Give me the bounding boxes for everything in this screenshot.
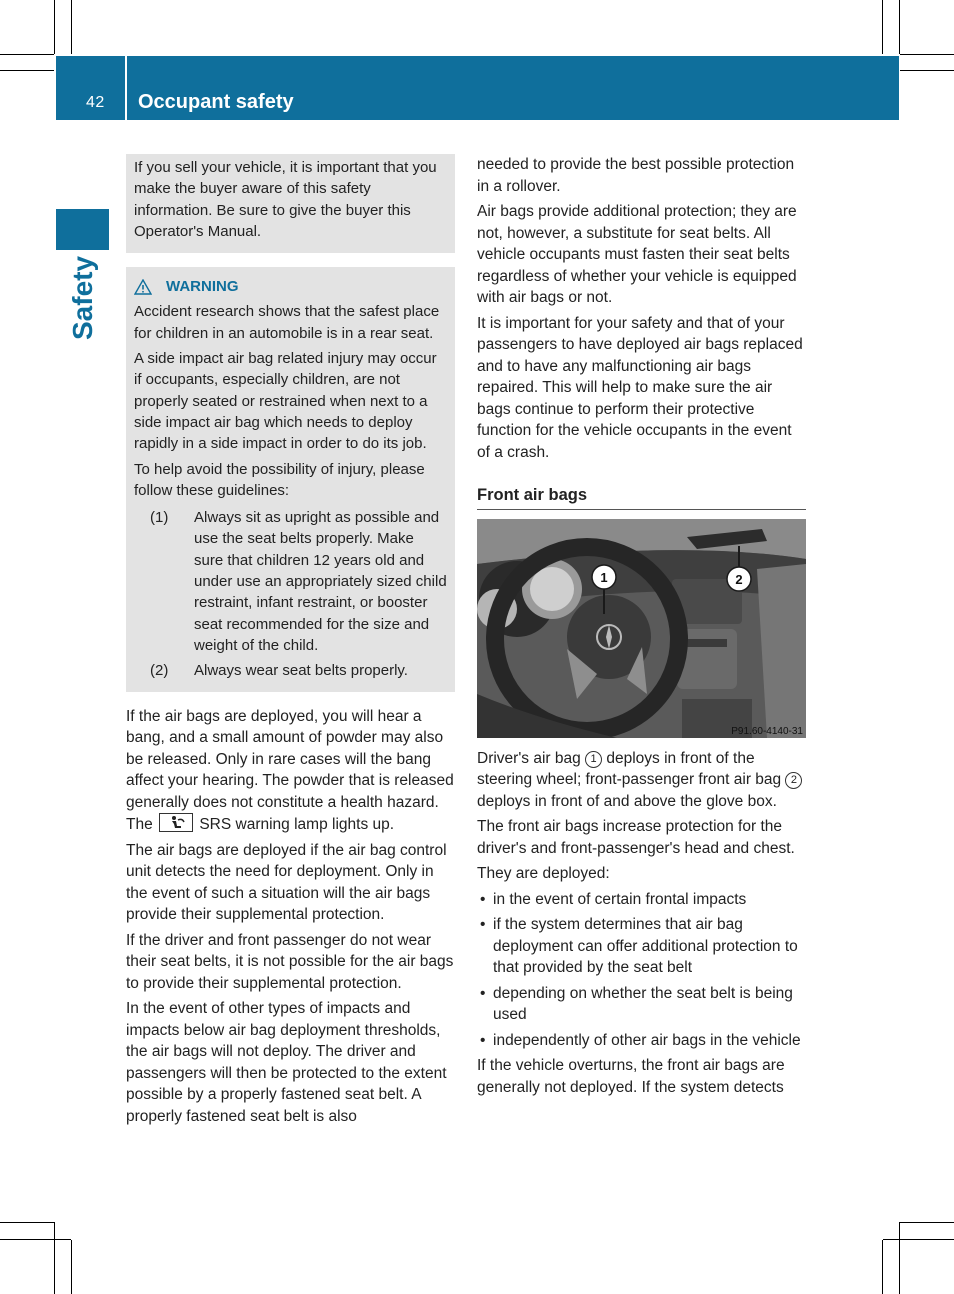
callout-1-ref: 1 xyxy=(585,751,602,768)
crop-mark xyxy=(54,1222,55,1294)
guideline-text: Always sit as upright as possible and use the seat belts properly. Make sure that children 12 years old and under use an appropriately sized child restraint, infant restraint, or booster seat recommended for the size and weight of the child. xyxy=(194,509,447,654)
callout-2-label: 2 xyxy=(735,571,743,587)
list-item: • independently of other air bags in the vehicle xyxy=(477,1030,806,1052)
crop-mark xyxy=(0,1239,71,1240)
crop-mark xyxy=(0,1222,54,1223)
crop-mark xyxy=(900,70,954,71)
body-paragraph: It is important for your safety and that of your passengers to have deployed air bags replaced and to have any malfunctioning air bags repaired. This will help to make sure the air bags continue to perform their protective function for the vehicle occupants in the event of a crash. xyxy=(477,314,803,461)
body-paragraph: The air bags are deployed if the air bag control unit detects the need for deployment. Only in the event of such a situation will the air bags provide their supplemental protection. xyxy=(126,841,447,924)
caption-part-c: deploys in front of and above the glove box. xyxy=(477,792,777,810)
body-paragraph: If the vehicle overturns, the front air bags are generally not deployed. If the system detects xyxy=(477,1057,785,1096)
left-body xyxy=(126,706,455,1128)
callout-1-label: 1 xyxy=(600,569,608,585)
crop-mark xyxy=(0,54,54,55)
dashboard-figure xyxy=(477,519,806,738)
section-title: Occupant safety xyxy=(138,91,294,113)
guideline-item xyxy=(134,507,447,656)
crop-mark xyxy=(900,1222,954,1223)
side-tab-label: Safety xyxy=(67,255,98,340)
dashboard-illustration xyxy=(477,519,806,738)
crop-mark xyxy=(54,0,55,54)
srs-warning-lamp-icon xyxy=(159,813,193,832)
bang-text-b: SRS warning lamp lights up. xyxy=(199,816,395,834)
crop-mark xyxy=(0,70,54,71)
subheading-front-air-bags: Front air bags xyxy=(477,485,806,510)
bang-text-a: If the air bags are deployed, you will hear a bang, and a small amount of powder may also be released. Only in rare cases will the bang affect your hearing. The powder that is released generally does not constitute a health hazard. The xyxy=(126,707,454,834)
crop-mark xyxy=(71,0,72,54)
left-column xyxy=(126,154,455,1131)
figure-caption xyxy=(477,748,806,813)
guideline-list xyxy=(134,507,447,681)
warning-heading xyxy=(134,276,447,297)
crop-mark xyxy=(899,1222,900,1294)
deployment-list xyxy=(477,889,806,1052)
body-paragraph: They are deployed: xyxy=(477,865,610,882)
crop-mark xyxy=(899,0,900,54)
warning-paragraph: Accident research shows that the safest place for children in an automobile is in a rear seat. xyxy=(134,303,440,342)
crop-mark xyxy=(900,54,954,55)
caption-part-a: Driver's air bag xyxy=(477,749,581,767)
info-box-text: If you sell your vehicle, it is important that you make the buyer aware of this safety information. Be sure to give the buyer this Operator's Manual. xyxy=(134,159,437,240)
page-number: 42 xyxy=(86,94,105,111)
warning-box xyxy=(126,267,455,691)
guideline-number: (2) xyxy=(150,662,169,680)
guideline-text: Always wear seat belts properly. xyxy=(194,662,408,680)
figure-code: P91.60-4140-31 xyxy=(731,725,803,737)
body-paragraph xyxy=(126,706,455,836)
callout-2-ref: 2 xyxy=(785,772,802,789)
body-paragraph: The front air bags increase protection for the driver's and front-passenger's head and chest. xyxy=(477,818,795,857)
warning-triangle-icon xyxy=(134,279,152,295)
list-item: • depending on whether the seat belt is being used xyxy=(477,983,806,1026)
body-paragraph: needed to provide the best possible protection in a rollover. xyxy=(477,156,795,195)
guideline-item xyxy=(134,660,447,681)
info-box xyxy=(126,154,455,253)
warning-title: WARNING xyxy=(166,278,239,296)
list-item: • if the system determines that air bag deployment can offer additional protection to that provided by the seat belt xyxy=(477,914,806,979)
warning-paragraph: A side impact air bag related injury may occur if occupants, especially children, are not properly seated or restrained when next to a side impact air bag which needs to deploy rapidly in a side impact in order to do its job. xyxy=(134,350,437,453)
caption-part-b: deploys in front of the steering wheel; front-passenger front air bag xyxy=(477,749,782,788)
body-paragraph: Air bags provide additional protection; they are not, however, a substitute for seat belts. All vehicle occupants must fasten their seat belts regardless of whether your vehicle is equipped with air bags or not. xyxy=(477,203,797,306)
list-item: • in the event of certain frontal impacts xyxy=(477,889,806,911)
body-paragraph: In the event of other types of impacts and impacts below air bag deployment thresholds, the air bags will not deploy. The driver and passengers will then be protected to the extent possible by a properly fastened seat belt. A properly fastened seat belt is also xyxy=(126,1000,447,1125)
warning-paragraph: To help avoid the possibility of injury, please follow these guidelines: xyxy=(134,460,425,499)
body-paragraph: If the driver and front passenger do not wear their seat belts, it is not possible for the air bags to provide their supplemental protection. xyxy=(126,931,454,992)
side-tab-marker xyxy=(56,209,109,250)
guideline-number: (1) xyxy=(150,509,169,527)
header-divider xyxy=(125,56,127,120)
crop-mark xyxy=(883,1239,954,1240)
crop-mark xyxy=(71,1240,72,1294)
crop-mark xyxy=(882,0,883,54)
right-column xyxy=(477,154,806,1102)
crop-mark xyxy=(882,1240,883,1294)
